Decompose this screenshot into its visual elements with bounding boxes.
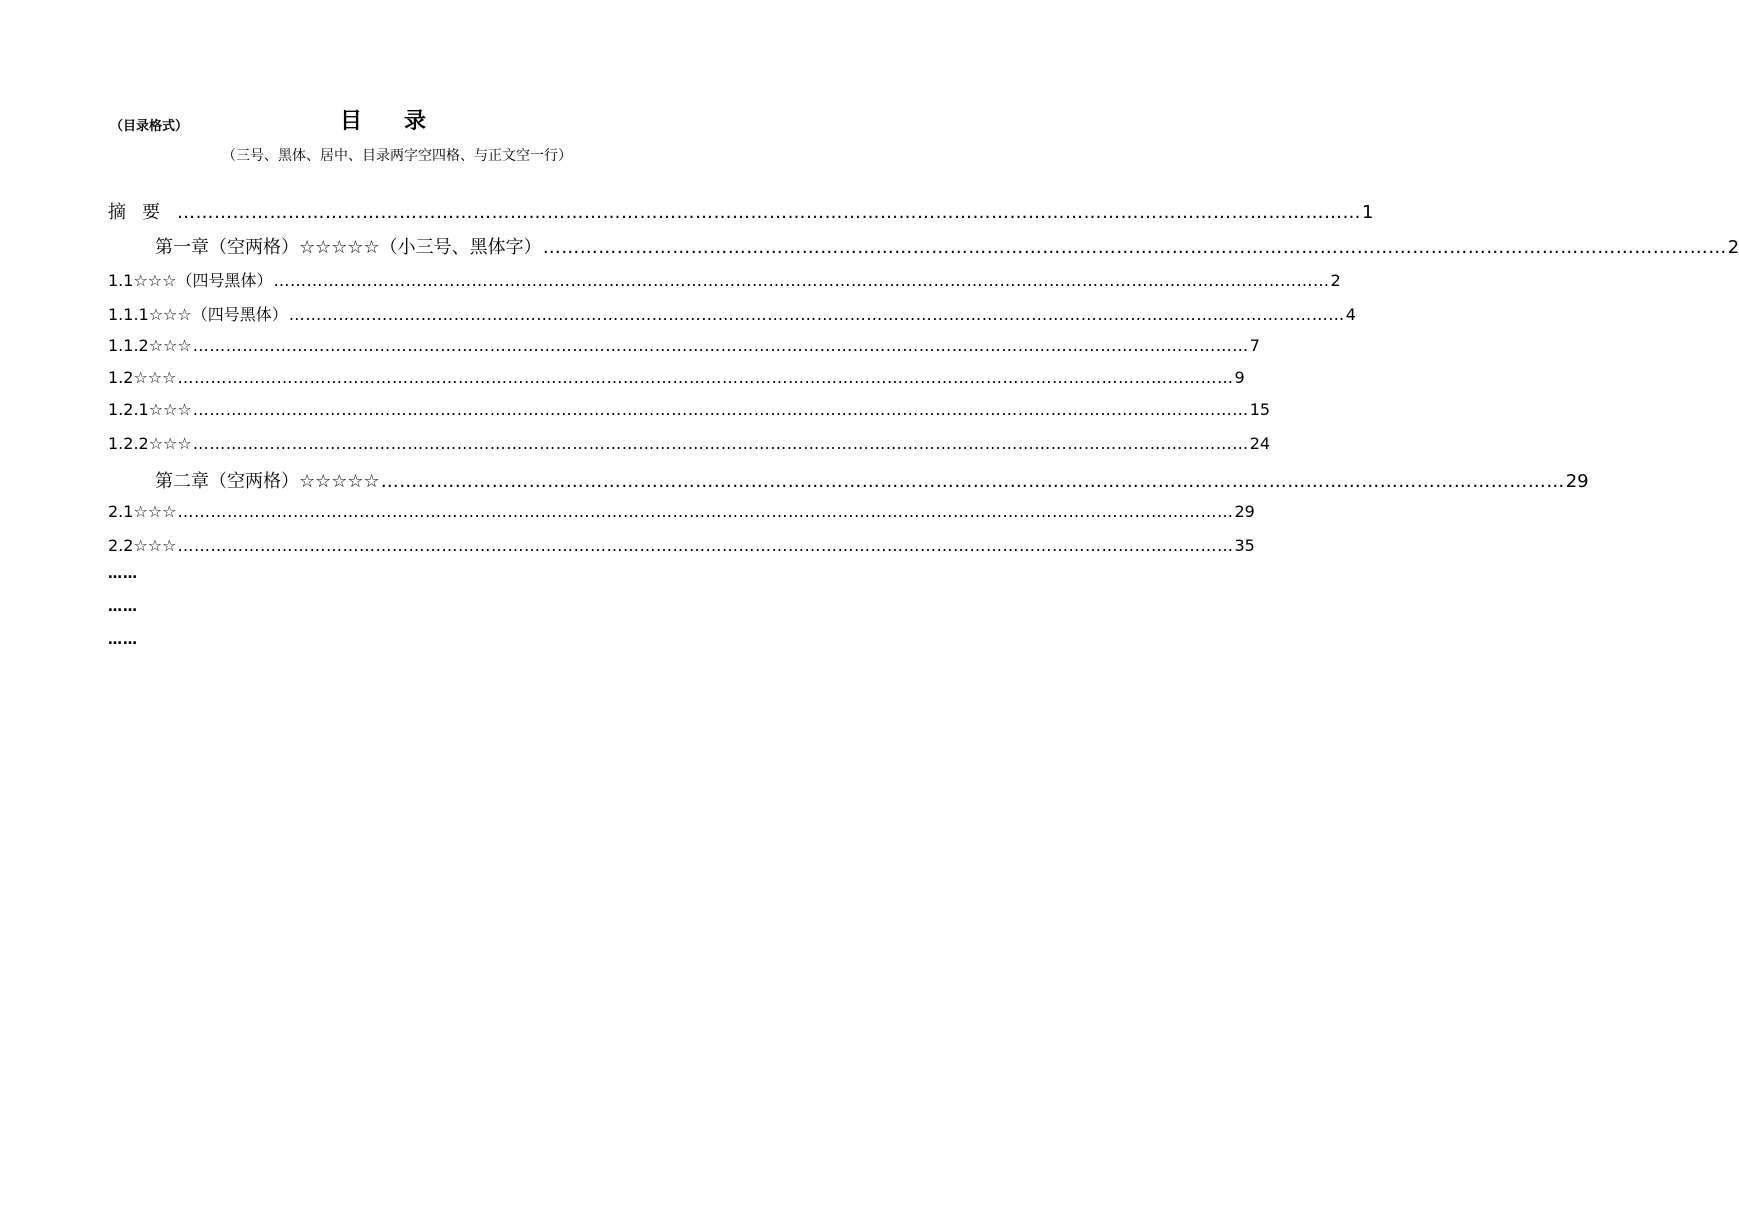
toc-entry-abstract[interactable] bbox=[108, 198, 1374, 224]
toc-entry-label: 2.1☆☆☆ bbox=[108, 502, 177, 521]
toc-entry-label: 摘要 bbox=[108, 202, 176, 223]
dot-leader: ………………………………………………………………………………………………………………………………………………………………………… bbox=[177, 536, 1234, 555]
continuation-ellipsis: …… bbox=[108, 599, 138, 615]
toc-entry-section-1-1[interactable] bbox=[108, 268, 1341, 291]
toc-entry-page: 1 bbox=[1362, 202, 1374, 223]
dot-leader: ………………………………………………………………………………………………………………………………………………………………………… bbox=[542, 237, 1727, 258]
toc-entry-page: 2 bbox=[1727, 237, 1739, 258]
toc-entry-page: 9 bbox=[1234, 368, 1245, 387]
dot-leader: ………………………………………………………………………………………………………………………………………………………………………… bbox=[177, 368, 1234, 387]
dot-leader: ………………………………………………………………………………………………………………………………………………………………………… bbox=[192, 400, 1249, 419]
dot-leader: ………………………………………………………………………………………………………………………………………………………………………… bbox=[177, 202, 1361, 223]
toc-entry-chapter-1[interactable] bbox=[155, 233, 1739, 259]
toc-entry-section-2-1[interactable] bbox=[108, 502, 1255, 521]
dot-leader: ………………………………………………………………………………………………………………………………………………………………………… bbox=[177, 502, 1234, 521]
continuation-ellipsis: …… bbox=[108, 632, 138, 648]
dot-leader: ………………………………………………………………………………………………………………………………………………………………………… bbox=[288, 305, 1345, 324]
toc-entry-page: 4 bbox=[1345, 305, 1356, 324]
toc-entry-section-1-2[interactable] bbox=[108, 368, 1245, 387]
format-label: （目录格式） bbox=[110, 119, 189, 134]
toc-entry-label: 1.2☆☆☆ bbox=[108, 368, 177, 387]
toc-entry-section-2-2[interactable] bbox=[108, 536, 1255, 555]
toc-entry-page: 29 bbox=[1565, 471, 1589, 492]
toc-title-note: （三号、黑体、居中、目录两字空四格、与正文空一行） bbox=[222, 148, 572, 164]
toc-entry-section-1-2-1[interactable] bbox=[108, 400, 1271, 419]
toc-entry-section-1-1-2[interactable] bbox=[108, 336, 1260, 355]
toc-entry-label: 1.1.1☆☆☆（四号黑体） bbox=[108, 305, 288, 324]
continuation-ellipsis: …… bbox=[108, 566, 138, 582]
toc-entry-label: 1.1☆☆☆（四号黑体） bbox=[108, 271, 273, 290]
dot-leader: ………………………………………………………………………………………………………………………………………………………………………… bbox=[192, 434, 1249, 453]
toc-entry-label: 第一章（空两格）☆☆☆☆☆（小三号、黑体字） bbox=[155, 237, 542, 258]
dot-leader: ………………………………………………………………………………………………………………………………………………………………………… bbox=[273, 271, 1330, 290]
toc-entry-label: 1.1.2☆☆☆ bbox=[108, 336, 192, 355]
toc-entry-section-1-1-1[interactable] bbox=[108, 302, 1356, 325]
toc-entry-page: 29 bbox=[1234, 502, 1255, 521]
toc-entry-page: 7 bbox=[1249, 336, 1260, 355]
toc-entry-page: 2 bbox=[1330, 271, 1341, 290]
toc-entry-label: 2.2☆☆☆ bbox=[108, 536, 177, 555]
toc-entry-page: 35 bbox=[1234, 536, 1255, 555]
toc-title: 目录 bbox=[340, 109, 469, 134]
dot-leader: ………………………………………………………………………………………………………………………………………………………………………… bbox=[380, 471, 1565, 492]
toc-entry-label: 1.2.2☆☆☆ bbox=[108, 434, 192, 453]
dot-leader: ………………………………………………………………………………………………………………………………………………………………………… bbox=[192, 336, 1249, 355]
toc-entry-label: 第二章（空两格）☆☆☆☆☆ bbox=[155, 471, 380, 492]
toc-entry-label: 1.2.1☆☆☆ bbox=[108, 400, 192, 419]
toc-entry-page: 24 bbox=[1249, 434, 1271, 453]
toc-entry-chapter-2[interactable] bbox=[155, 467, 1589, 493]
toc-entry-section-1-2-2[interactable] bbox=[108, 434, 1271, 453]
toc-entry-page: 15 bbox=[1249, 400, 1271, 419]
